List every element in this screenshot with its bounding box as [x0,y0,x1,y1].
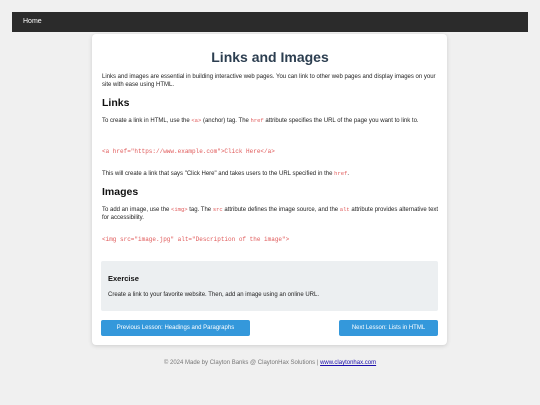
images-p1-mid2: attribute defines the image source, and the [222,207,340,213]
exercise-title: Exercise [108,274,139,283]
links-p2-before: This will create a link that says "Click Here" and takes users to the URL specified in the [102,171,335,177]
links-paragraph [102,117,440,125]
images-heading: Images [102,186,139,198]
images-paragraph [102,206,440,222]
images-p1-after: attribute provides alternative text for accessibility. [102,207,439,221]
src-code: src [212,206,223,213]
links-p1-after: attribute specifies the URL of the page you want to link to. [263,118,419,124]
previous-lesson-button[interactable]: Previous Lesson: Headings and Paragraphs [101,320,250,336]
navbar [12,12,528,32]
footer-website-link[interactable]: www.claytonhax.com [320,360,377,366]
exercise-text: Create a link to your favorite website. Then, add an image using an online URL. [108,292,320,298]
exercise-box [101,261,438,311]
links-explanation [102,170,440,178]
alt-code: alt [339,206,350,213]
img-tag-code: <img> [171,206,188,213]
links-p1-before: To create a link in HTML, use the [102,118,192,124]
images-p1-mid1: tag. The [187,207,213,213]
page-title: Links and Images [211,49,329,65]
footer [0,359,540,367]
next-lesson-button[interactable]: Next Lesson: Lists in HTML [339,320,438,336]
links-p1-mid: (anchor) tag. The [201,118,251,124]
href-code: href [250,117,264,124]
anchor-tag-code: <a> [191,117,202,124]
nav-home-link[interactable]: Home [23,18,42,25]
links-p2-after: . [347,171,350,177]
image-code-example: <img src="image.jpg" alt="Description of the image"> [102,236,290,243]
links-heading: Links [102,97,130,109]
footer-text: © 2024 Made by Clayton Banks @ ClaytonHax Solutions | [163,360,321,366]
intro-paragraph: Links and images are essential in building interactive web pages. You can link to other web pages and display images on your site with ease using HTML. [102,74,436,88]
href-code-2: href [334,170,348,177]
images-p1-before: To add an image, use the [102,207,172,213]
link-code-example: <a href="https://www.example.com">Click Here</a> [102,148,275,155]
